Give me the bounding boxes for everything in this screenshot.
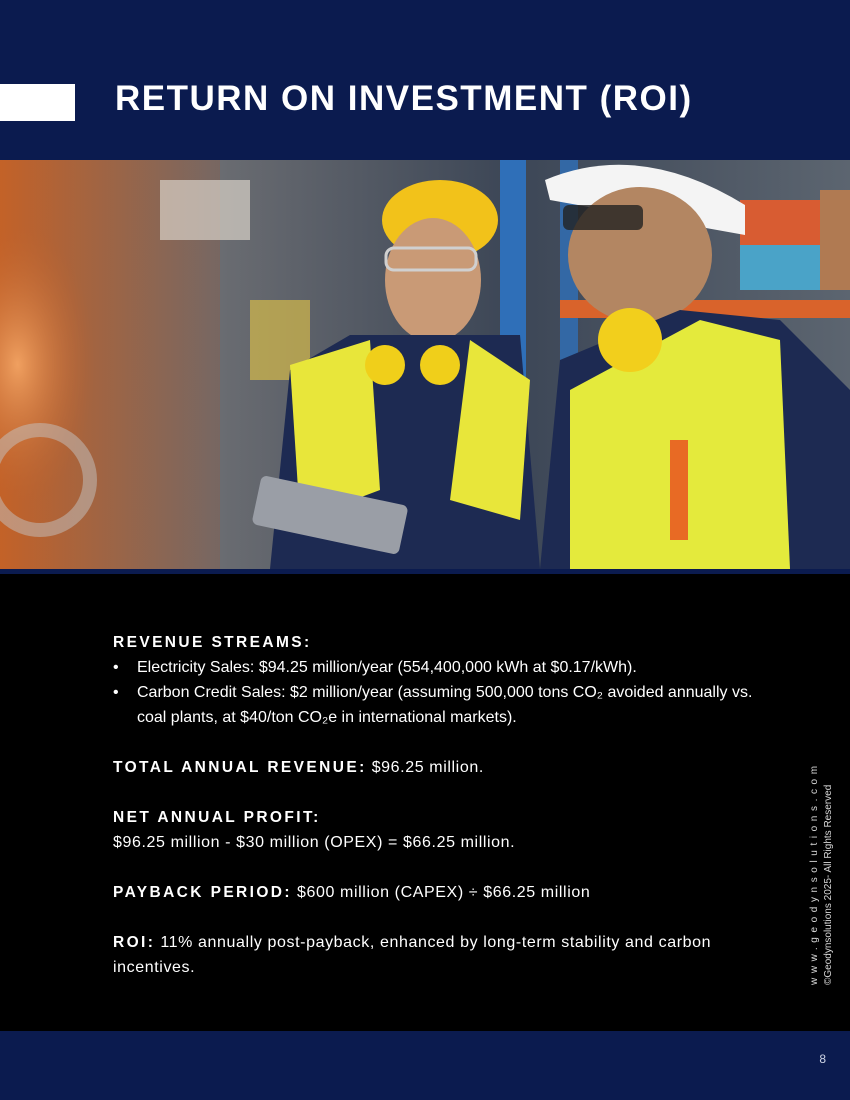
net-profit-block [113,805,753,855]
footer-band [0,1031,850,1100]
roi-content [113,630,753,980]
workers-in-warehouse-photo [0,160,850,569]
copyright-notice: ©Geodynsolutions 2025- All Rights Reserved [823,784,834,985]
revenue-list [113,655,753,730]
payback-value: $600 million (CAPEX) ÷ $66.25 million [297,884,591,901]
bullet-icon: • [113,659,119,676]
total-revenue-line [113,755,753,780]
payback-line [113,880,753,905]
page-title: RETURN ON INVESTMENT (ROI) [115,79,693,118]
roi-value: 11% annually post-payback, enhanced by long-term stability and carbon incentives. [113,934,712,976]
roi-line [113,930,753,980]
revenue-streams-heading: REVENUE STREAMS: [113,634,312,651]
page-number: 8 [819,1052,826,1066]
payback-label: PAYBACK PERIOD: [113,884,292,901]
side-credits [808,761,835,985]
total-revenue-label: TOTAL ANNUAL REVENUE: [113,759,367,776]
photo-divider [0,569,850,574]
list-item-text: Carbon Credit Sales: $2 million/year (assuming 500,000 tons CO₂ avoided annually vs. coal plants, at $40/ton CO₂e in international markets). [137,684,753,726]
net-profit-label: NET ANNUAL PROFIT: [113,809,321,826]
list-item [113,655,753,680]
bullet-icon: • [113,684,119,701]
website-url: www.geodynsolutions.com [809,761,820,985]
total-revenue-value: $96.25 million. [371,759,484,776]
roi-label: ROI: [113,934,156,951]
workers-photo [0,160,850,569]
header-accent-tab [0,84,75,121]
list-item-text: Electricity Sales: $94.25 million/year (554,400,000 kWh at $0.17/kWh). [137,659,637,676]
list-item [113,680,753,730]
net-profit-value: $96.25 million - $30 million (OPEX) = $66.25 million. [113,834,516,851]
